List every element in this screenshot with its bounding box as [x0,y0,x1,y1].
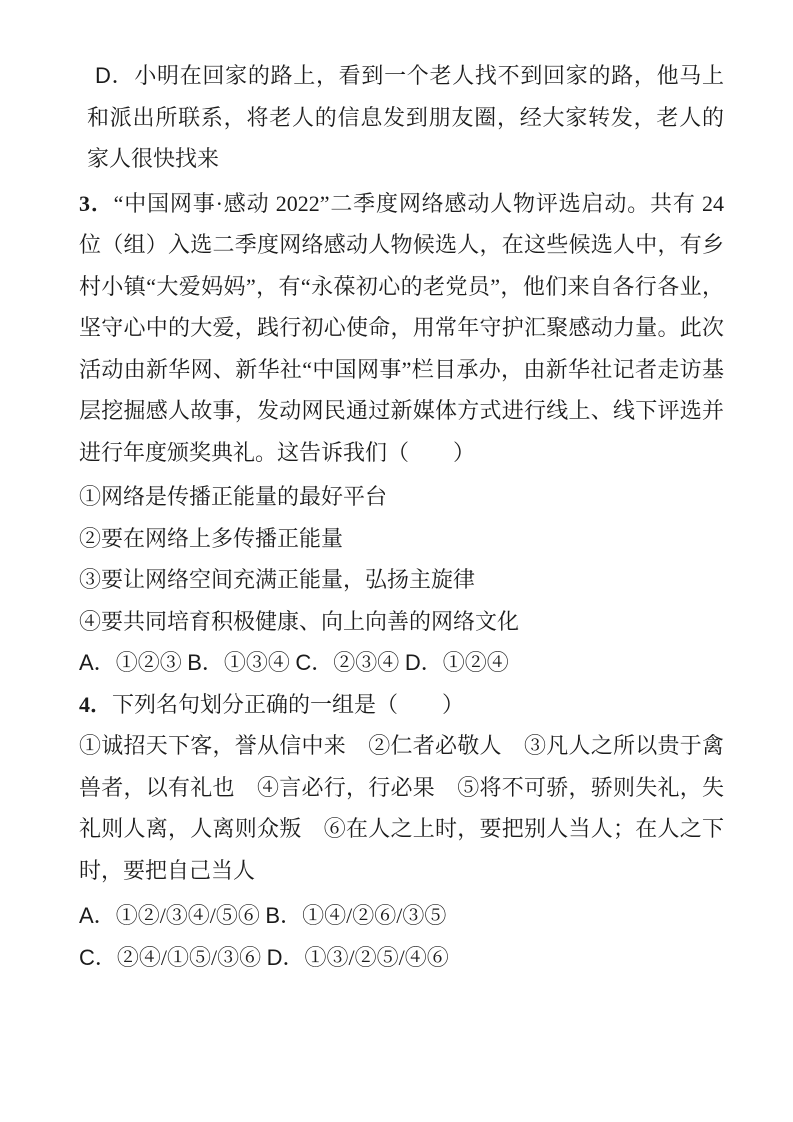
text-line [79,684,724,726]
text-line [79,808,724,850]
text-run: 活动由新华网、新华社“中国网事”栏目承办，由新华社记者走访基 [79,356,724,382]
option-letter: D． [404,650,443,675]
text-run: ①网络是传播正能量的最好平台 [79,484,388,509]
text-run: ①②④ [442,650,509,675]
text-line [87,138,724,180]
page-content [79,55,724,978]
text-run: 礼则人离，人离则众叛 ⑥在人之上时，要把别人当人；在人之下 [79,816,724,841]
text-run: 进行年度颁奖典礼。这告诉我们（ ） [79,439,476,465]
text-line [87,55,724,97]
option-letter: D． [95,63,135,88]
text-line [79,642,724,684]
option-letter: C． [295,650,334,675]
question-4-choices [79,895,724,978]
text-run: 层挖掘感人故事，发动网民通过新媒体方式进行线上、线下评选并 [79,398,724,423]
text-run: ①④/②⑥/③⑤ [302,903,447,928]
text-run: 时，要把自己当人 [79,857,256,883]
question-3-items [79,476,724,642]
text-run: ②④/①⑤/③⑥ [116,944,267,970]
question-3-stem [79,183,724,474]
text-run: ②③④ [333,650,405,675]
text-line [79,349,724,391]
text-line [79,476,724,518]
question-2-option-d [79,55,724,180]
text-run: 兽者，以有礼也 ④言必行，行必果 ⑤将不可骄，骄则失礼，失 [79,774,724,800]
text-line [79,266,724,308]
text-run: 家人很快找来 [87,146,220,171]
text-line [79,307,724,349]
text-line [79,559,724,601]
text-run: 下列名句划分正确的一组是（ ） [112,691,465,717]
text-line [79,390,724,432]
text-run: 位（组）入选二季度网络感动人物候选人，在这些候选人中，有乡 [79,232,724,257]
text-run: ①②/③④/⑤⑥ [115,903,266,928]
option-letter: D． [266,944,305,970]
text-line [79,518,724,560]
text-line [79,850,724,892]
text-line [79,767,724,809]
text-run: ①诚招天下客，誉从信中来 ②仁者必敬人 ③凡人之所以贵于禽 [79,733,724,758]
text-run: ④要共同培育积极健康、向上向善的网络文化 [79,608,520,634]
text-run: “中国网事·感动 2022”二季度网络感动人物评选启动。共有 24 [113,190,724,216]
option-letter: C． [79,944,117,970]
text-line [79,601,724,643]
text-line [79,432,724,474]
question-number: 3． [79,190,114,216]
text-run: 小明在回家的路上，看到一个老人找不到回家的路，他马上 [134,63,724,88]
text-run: 村小镇“大爱妈妈”，有“永葆初心的老党员”，他们来自各行各业， [79,273,724,299]
question-4-items [79,725,724,891]
option-letter: A． [79,903,116,928]
text-run: ①③/②⑤/④⑥ [304,944,449,970]
text-run: ①②③ [115,650,188,675]
question-3-choices [79,642,724,684]
option-letter: A． [79,650,116,675]
option-letter: B． [265,903,303,928]
text-line [79,224,724,266]
text-run: ①③④ [223,650,296,675]
text-line [79,725,724,767]
text-line [79,937,724,979]
question-4-stem [79,684,724,726]
text-line [87,97,724,139]
question-number: 4． [79,691,113,717]
text-run: ②要在网络上多传播正能量 [79,525,344,551]
text-run: 坚守心中的大爱，践行初心使命，用常年守护汇聚感动力量。此次 [79,315,724,340]
text-run: 和派出所联系，将老人的信息发到朋友圈，经大家转发，老人的 [87,104,724,130]
option-letter: B． [187,650,224,675]
text-line [79,183,724,225]
text-run: ③要让网络空间充满正能量，弘扬主旋律 [79,567,476,592]
text-line [79,895,724,937]
